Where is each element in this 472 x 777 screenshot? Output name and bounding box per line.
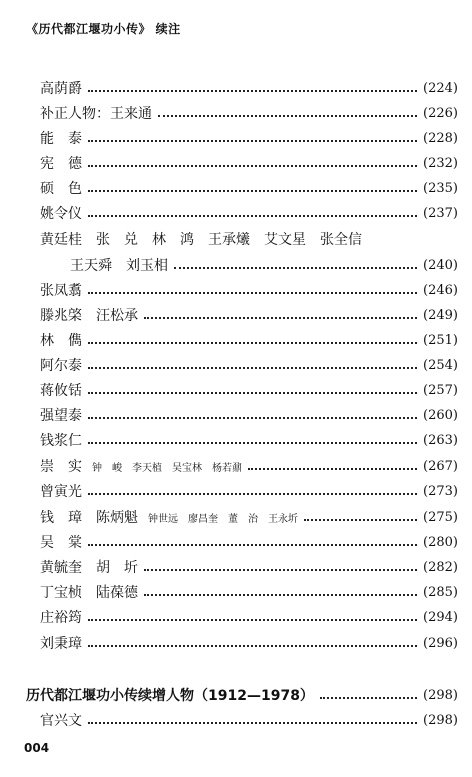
leader-dots bbox=[88, 139, 417, 142]
entry-name: 蒋攸铦 bbox=[40, 383, 82, 399]
leader-dots bbox=[88, 164, 417, 167]
leader-dots bbox=[88, 644, 417, 647]
entry-page: (282) bbox=[423, 559, 458, 575]
entry-page: (257) bbox=[423, 382, 458, 398]
entry-page: (226) bbox=[423, 105, 458, 121]
toc-entry bbox=[40, 304, 458, 326]
leader-dots bbox=[144, 593, 417, 596]
toc-entry bbox=[40, 279, 458, 301]
entry-name: 黄毓奎 胡 圻 bbox=[40, 560, 138, 576]
leader-dots bbox=[88, 618, 417, 621]
running-header: 《历代都江堰功小传》 续注 bbox=[26, 22, 181, 36]
toc-entry bbox=[40, 709, 458, 731]
toc-entry bbox=[40, 581, 458, 603]
entry-name: 钱 璋 陈炳魁 bbox=[40, 510, 138, 526]
toc-entry bbox=[40, 429, 458, 451]
entry-page: (267) bbox=[423, 458, 458, 474]
entry-name: 张凤翥 bbox=[40, 283, 82, 299]
leader-dots bbox=[88, 391, 417, 394]
entry-name: 曾寅光 bbox=[40, 484, 82, 500]
entry-page: (249) bbox=[423, 307, 458, 323]
entry-page: (296) bbox=[423, 635, 458, 651]
leader-dots bbox=[174, 266, 417, 269]
entry-page: (254) bbox=[423, 357, 458, 373]
entry-page: (237) bbox=[423, 205, 458, 221]
toc-entry bbox=[40, 404, 458, 426]
leader-dots bbox=[88, 214, 417, 217]
entry-page: (294) bbox=[423, 609, 458, 625]
leader-dots bbox=[144, 316, 417, 319]
toc-entry bbox=[40, 354, 458, 376]
entry-name: 滕兆棨 汪松承 bbox=[40, 308, 138, 324]
entry-page: (224) bbox=[423, 80, 458, 96]
toc-entry bbox=[40, 506, 458, 528]
entry-page: (251) bbox=[423, 332, 458, 348]
entry-page: (273) bbox=[423, 483, 458, 499]
leader-dots bbox=[320, 696, 417, 699]
leader-dots bbox=[88, 543, 417, 546]
leader-dots bbox=[144, 568, 417, 571]
toc-entry bbox=[40, 177, 458, 199]
entry-page: (260) bbox=[423, 407, 458, 423]
toc-entry bbox=[40, 202, 458, 224]
toc-entry bbox=[40, 531, 458, 553]
entry-page: (298) bbox=[423, 712, 458, 728]
entry-name: 补正人物：王来通 bbox=[40, 106, 152, 122]
entry-page: (275) bbox=[423, 509, 458, 525]
entry-page: (240) bbox=[423, 257, 458, 273]
entry-page: (232) bbox=[423, 155, 458, 171]
toc-entry bbox=[70, 254, 458, 276]
entry-page: (280) bbox=[423, 534, 458, 550]
entry-name: 强望泰 bbox=[40, 408, 82, 424]
toc-entry bbox=[40, 379, 458, 401]
entry-name: 庄裕筠 bbox=[40, 610, 82, 626]
leader-dots bbox=[88, 89, 417, 92]
leader-dots bbox=[88, 189, 417, 192]
entry-name: 高荫爵 bbox=[40, 81, 82, 97]
entry-page: (246) bbox=[423, 282, 458, 298]
leader-dots bbox=[248, 467, 417, 470]
entry-name: 姚令仪 bbox=[40, 206, 82, 222]
entry-page: (298) bbox=[423, 687, 458, 703]
entry-name: 能 泰 bbox=[40, 131, 82, 147]
section-heading bbox=[26, 684, 458, 706]
entry-page: (285) bbox=[423, 584, 458, 600]
leader-dots bbox=[88, 366, 417, 369]
toc-entry bbox=[40, 152, 458, 174]
toc-entry bbox=[40, 228, 458, 250]
toc-entry bbox=[40, 606, 458, 628]
entry-name: 林 儁 bbox=[40, 333, 82, 349]
toc-entry bbox=[40, 102, 458, 124]
entry-name: 刘秉璋 bbox=[40, 636, 82, 652]
leader-dots bbox=[88, 441, 417, 444]
toc-entry bbox=[40, 480, 458, 502]
entry-name: 王天舜 刘玉相 bbox=[70, 258, 168, 274]
leader-dots bbox=[88, 416, 417, 419]
leader-dots bbox=[88, 341, 417, 344]
entry-subnames: 钟世远 廖昌奎 董 治 王永圻 bbox=[148, 513, 298, 525]
entry-page: (263) bbox=[423, 432, 458, 448]
entry-name: 宪 德 bbox=[40, 156, 82, 172]
page-number: 004 bbox=[24, 741, 50, 755]
toc-entry bbox=[40, 329, 458, 351]
section-title: 历代都江堰功小传续增人物（1912—1978） bbox=[26, 688, 314, 704]
toc-entry bbox=[40, 77, 458, 99]
leader-dots bbox=[88, 291, 417, 294]
entry-name: 官兴文 bbox=[40, 713, 82, 729]
entry-name: 钱浆仁 bbox=[40, 433, 82, 449]
entry-subnames: 钟 峻 李天植 吴宝林 杨若鼐 bbox=[92, 462, 242, 474]
entry-name: 黄廷桂 张 兑 林 鸿 王承爔 艾文星 张全信 bbox=[40, 232, 362, 248]
leader-dots bbox=[88, 492, 417, 495]
toc-entry bbox=[40, 632, 458, 654]
leader-dots bbox=[304, 518, 417, 521]
leader-dots bbox=[158, 114, 417, 117]
entry-name: 硕 色 bbox=[40, 181, 82, 197]
toc-entry bbox=[40, 556, 458, 578]
toc-entry bbox=[40, 455, 458, 477]
entry-name: 阿尔泰 bbox=[40, 358, 82, 374]
leader-dots bbox=[88, 721, 417, 724]
entry-page: (228) bbox=[423, 130, 458, 146]
entry-name: 崇 实 bbox=[40, 459, 82, 475]
toc-entry bbox=[40, 127, 458, 149]
entry-page: (235) bbox=[423, 180, 458, 196]
entry-name: 吴 棠 bbox=[40, 535, 82, 551]
entry-name: 丁宝桢 陆葆德 bbox=[40, 585, 138, 601]
